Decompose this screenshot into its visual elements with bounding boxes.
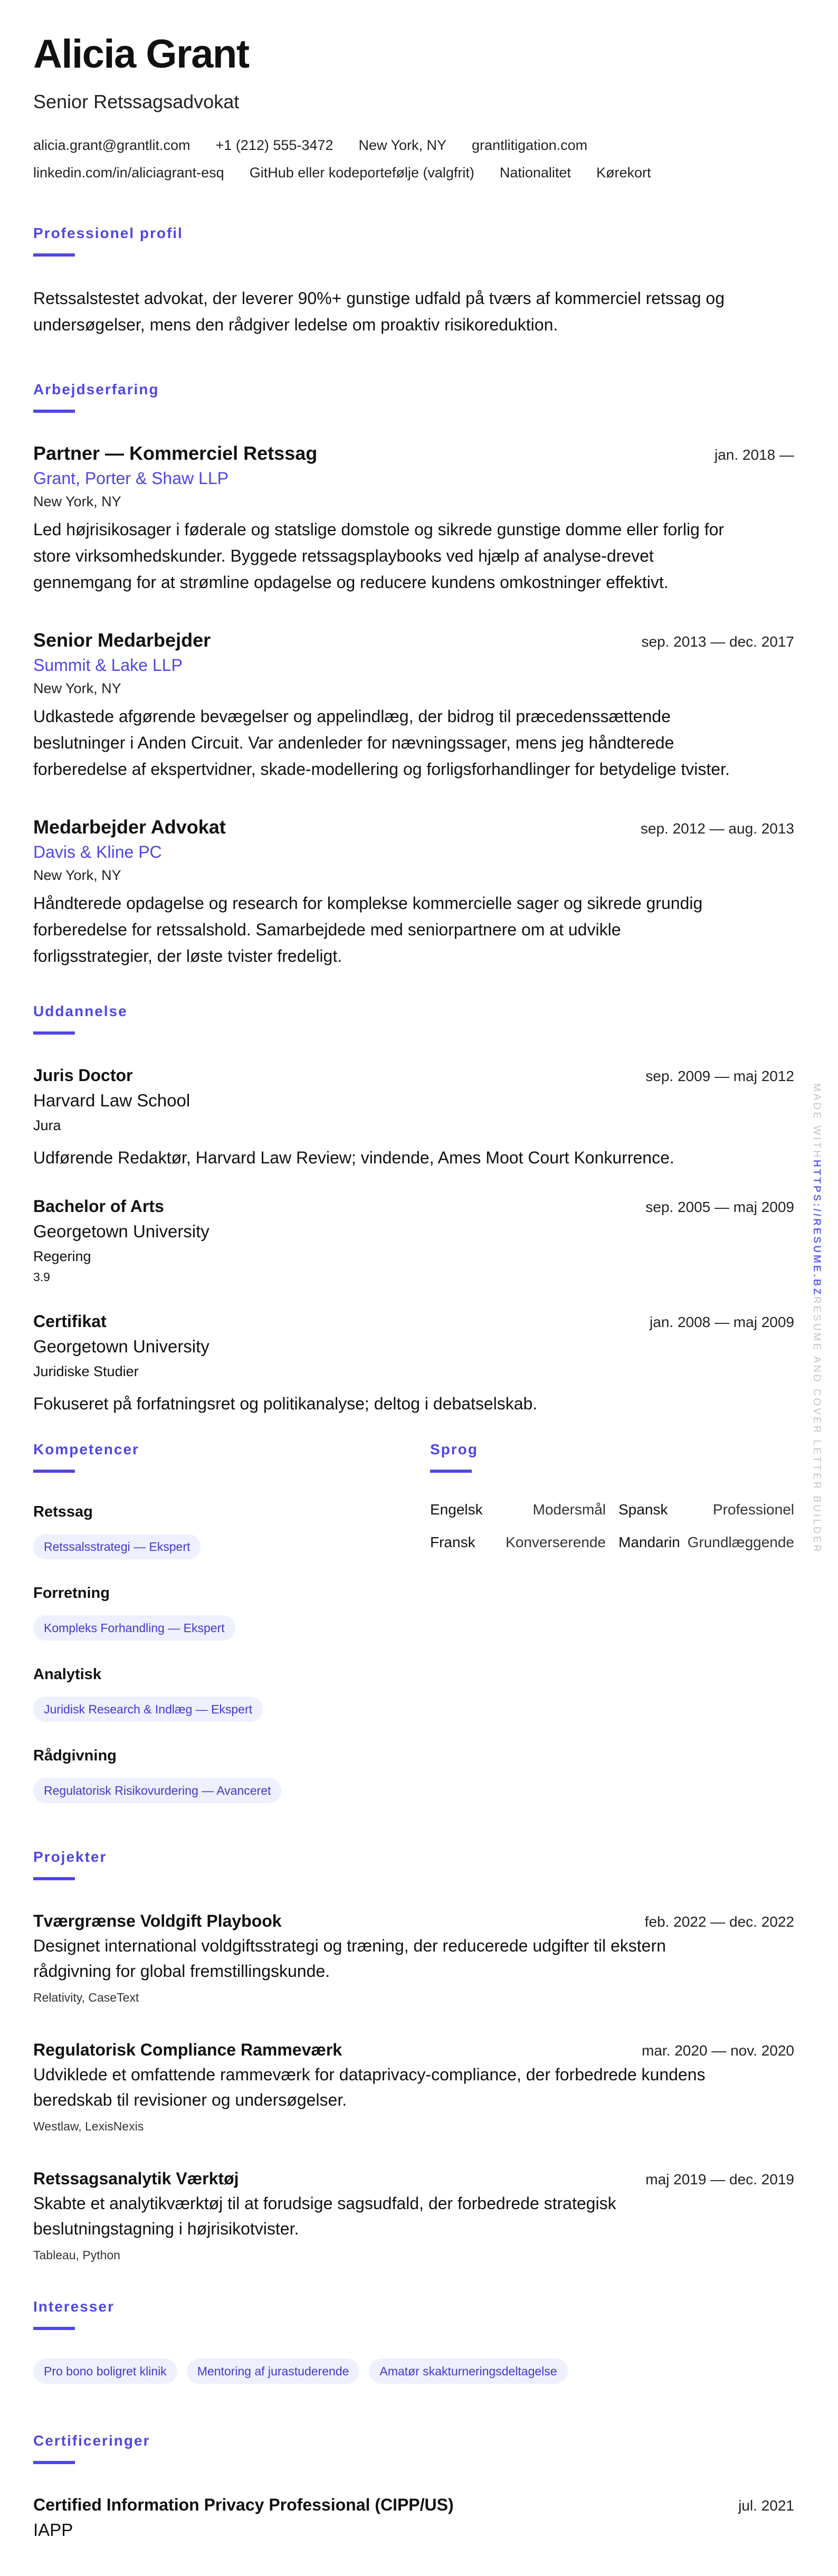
degree: Certifikat	[33, 1312, 107, 1331]
education-dates: sep. 2009 — maj 2012	[645, 1068, 794, 1084]
contact-license: Kørekort	[596, 165, 651, 181]
interest-chip: Amatør skakturneringsdeltagelse	[369, 2359, 567, 2384]
certification-date: jul. 2021	[738, 2497, 794, 2514]
institution: Georgetown University	[33, 1221, 210, 1241]
language-level: Professionel	[712, 1501, 794, 1518]
education-description: Fokuseret på forfatningsret og politikanalyse; deltog i debatselskab.	[33, 1394, 538, 1413]
section-divider	[33, 1031, 75, 1035]
section-heading: Arbejdserfaring	[33, 381, 159, 397]
education-section	[33, 1002, 794, 1417]
language-name: Engelsk	[430, 1501, 483, 1518]
section-heading: Certificeringer	[33, 2432, 150, 2449]
project-title: Tværgrænse Voldgift Playbook	[33, 1911, 282, 1930]
language-level: Modersmål	[532, 1501, 606, 1518]
certification-item	[33, 2493, 794, 2543]
job-location: New York, NY	[33, 680, 121, 696]
skill-category: Rådgivning	[33, 1747, 117, 1764]
item-header	[33, 441, 794, 466]
field-of-study: Jura	[33, 1117, 61, 1133]
field-of-study: Juridiske Studier	[33, 1363, 139, 1379]
item-header	[33, 2166, 794, 2191]
section-divider	[33, 253, 75, 257]
skill-chip: Juridisk Research & Indlæg — Ekspert	[33, 1697, 263, 1722]
contact-info	[33, 136, 794, 182]
section-divider	[33, 2461, 75, 2464]
language-name: Mandarin	[618, 1534, 680, 1550]
contact-row	[33, 136, 794, 154]
certifications-section	[33, 2431, 794, 2543]
education-dates: jan. 2008 — maj 2009	[650, 1314, 794, 1330]
section-divider	[33, 410, 75, 413]
company-name: Davis & Kline PC	[33, 842, 162, 861]
section-heading: Sprog	[430, 1441, 478, 1457]
project-dates: maj 2019 — dec. 2019	[645, 2171, 794, 2187]
job-title: Senior Medarbejder	[33, 629, 211, 651]
project-item	[33, 1909, 794, 2008]
company-name: Grant, Porter & Shaw LLP	[33, 469, 228, 488]
education-item	[33, 1194, 794, 1286]
skill-group	[33, 1745, 430, 1803]
project-title: Regulatorisk Compliance Rammeværk	[33, 2040, 342, 2059]
skill-group	[33, 1664, 430, 1722]
language-level: Konverserende	[506, 1534, 606, 1550]
candidate-name: Alicia Grant	[33, 32, 249, 77]
project-item	[33, 2166, 794, 2266]
item-header	[33, 1194, 794, 1218]
section-divider	[33, 2327, 75, 2330]
field-of-study: Regering	[33, 1248, 91, 1264]
degree: Juris Doctor	[33, 1066, 133, 1085]
gpa: 3.9	[33, 1270, 50, 1284]
candidate-title: Senior Retssagsadvokat	[33, 91, 240, 112]
degree: Bachelor of Arts	[33, 1197, 164, 1216]
interest-chip: Pro bono boligret klinik	[33, 2359, 177, 2384]
job-dates: sep. 2012 — aug. 2013	[640, 820, 794, 837]
certification-issuer: IAPP	[33, 2520, 73, 2540]
section-divider	[33, 1470, 75, 1473]
resume-header	[33, 31, 794, 182]
languages-section	[430, 1440, 794, 1826]
section-heading: Uddannelse	[33, 1003, 128, 1019]
item-header	[33, 815, 794, 839]
skills-section	[33, 1440, 430, 1826]
skills-languages-row	[33, 1440, 794, 1826]
section-divider	[430, 1470, 472, 1473]
education-dates: sep. 2005 — maj 2009	[645, 1199, 794, 1215]
contact-email[interactable]: alicia.grant@grantlit.com	[33, 137, 191, 153]
language-name: Fransk	[430, 1534, 475, 1550]
language-item	[430, 1501, 606, 1518]
project-description: Udviklede et omfattende rammeværk for dataprivacy-compliance, der forbedrede kundens beredskab til revisioner og undersøgelser.	[33, 2065, 706, 2109]
skill-category: Forretning	[33, 1585, 110, 1602]
job-title: Partner — Kommerciel Retssag	[33, 442, 318, 464]
contact-website[interactable]: grantlitigation.com	[472, 137, 588, 153]
watermark-suffix: RESUME AND COVER LETTER BUILDER	[811, 1296, 822, 1555]
job-location: New York, NY	[33, 494, 121, 509]
contact-linkedin[interactable]: linkedin.com/in/aliciagrant-esq	[33, 165, 224, 181]
section-heading: Interesser	[33, 2298, 115, 2315]
interest-chip: Mentoring af jurastuderende	[187, 2359, 360, 2384]
contact-row	[33, 164, 794, 182]
job-location: New York, NY	[33, 867, 121, 883]
institution: Georgetown University	[33, 1337, 210, 1356]
job-dates: sep. 2013 — dec. 2017	[641, 633, 794, 650]
skill-category: Retssag	[33, 1503, 93, 1520]
job-description: Håndterede opdagelse og research for komplekse kommercielle sager og sikrede grundig forberedelse for retssalshold. Samarbejdede med seniorpartnere om at udvikle forligsstrategier, der løste tvister fredeligt.	[33, 894, 703, 965]
item-header	[33, 2038, 794, 2062]
project-tools: Westlaw, LexisNexis	[33, 2119, 144, 2133]
skill-category: Analytisk	[33, 1666, 101, 1683]
experience-item	[33, 628, 794, 782]
section-divider	[33, 1877, 75, 1880]
item-header	[33, 628, 794, 652]
language-item	[618, 1534, 794, 1551]
contact-github[interactable]: GitHub eller kodeportefølje (valgfrit)	[249, 165, 474, 181]
item-header	[33, 1309, 794, 1333]
skill-chip: Regulatorisk Risikovurdering — Avanceret	[33, 1778, 281, 1803]
job-title: Medarbejder Advokat	[33, 816, 226, 838]
language-level: Grundlæggende	[687, 1534, 794, 1550]
experience-item	[33, 441, 794, 595]
contact-nationality: Nationalitet	[499, 165, 571, 181]
section-heading: Professionel profil	[33, 225, 183, 241]
project-dates: mar. 2020 — nov. 2020	[642, 2042, 794, 2059]
skill-group	[33, 1583, 430, 1641]
contact-phone[interactable]: +1 (212) 555-3472	[215, 137, 334, 153]
project-title: Retssagsanalytik Værktøj	[33, 2169, 239, 2188]
job-dates: jan. 2018 —	[715, 447, 794, 463]
institution: Harvard Law School	[33, 1091, 191, 1110]
experience-section	[33, 380, 794, 969]
projects-section	[33, 1848, 794, 2266]
job-description: Led højrisikosager i føderale og statslige domstole og sikrede gunstige domme eller forlig for store virksomhedskunder. Byggede retssagsplaybooks ved hjælp af analyse-drevet gennemgang for at strømline opdagelse og reducere kundens omkostninger effektivt.	[33, 520, 725, 592]
experience-item	[33, 815, 794, 969]
project-description: Skabte et analytikværktøj til at forudsige sagsudfald, der forbedrede strategisk beslutningstagning i højrisikotvister.	[33, 2194, 616, 2238]
language-item	[430, 1534, 606, 1551]
skill-group	[33, 1501, 430, 1559]
job-description: Udkastede afgørende bevægelser og appelindlæg, der bidrog til præcedenssættende beslutninger i Anden Circuit. Var andenleder for nævningssager, mens jeg håndterede forberedelse af ekspertvidner, skade-modellering og forligsforhandlinger for betydelige tvister.	[33, 707, 730, 779]
item-header	[33, 1063, 794, 1087]
project-tools: Relativity, CaseText	[33, 1991, 139, 2004]
watermark	[811, 1083, 822, 1554]
item-header	[33, 2493, 794, 2517]
item-header	[33, 1909, 794, 1933]
education-description: Udførende Redaktør, Harvard Law Review; vindende, Ames Moot Court Konkurrence.	[33, 1148, 674, 1167]
language-item	[618, 1501, 794, 1518]
certification-name: Certified Information Privacy Professional (CIPP/US)	[33, 2495, 454, 2514]
project-tools: Tableau, Python	[33, 2248, 120, 2262]
skill-chip: Retssalsstrategi — Ekspert	[33, 1534, 201, 1559]
education-item	[33, 1309, 794, 1417]
company-name: Summit & Lake LLP	[33, 656, 183, 675]
profile-summary: Retssalstestet advokat, der leverer 90%+ gunstige udfald på tværs af kommerciel retssag og undersøgelser, mens den rådgiver ledelse om proaktiv risikoreduktion.	[33, 289, 725, 334]
project-item	[33, 2038, 794, 2137]
education-item	[33, 1063, 794, 1171]
project-dates: feb. 2022 — dec. 2022	[644, 1914, 794, 1930]
skill-chip: Kompleks Forhandling — Ekspert	[33, 1615, 235, 1641]
language-name: Spansk	[618, 1501, 668, 1518]
section-heading: Kompetencer	[33, 1441, 139, 1457]
section-heading: Projekter	[33, 1849, 107, 1865]
watermark-prefix: MADE WITH	[811, 1083, 822, 1160]
project-description: Designet international voldgiftsstrategi og træning, der reducerede udgifter til ekstern rådgivning for global fremstillingskunde.	[33, 1936, 666, 1981]
profile-section	[33, 224, 794, 338]
interests-section	[33, 2297, 794, 2384]
contact-location: New York, NY	[358, 137, 447, 153]
watermark-link[interactable]: HTTPS://RESUME.BZ	[811, 1159, 822, 1296]
